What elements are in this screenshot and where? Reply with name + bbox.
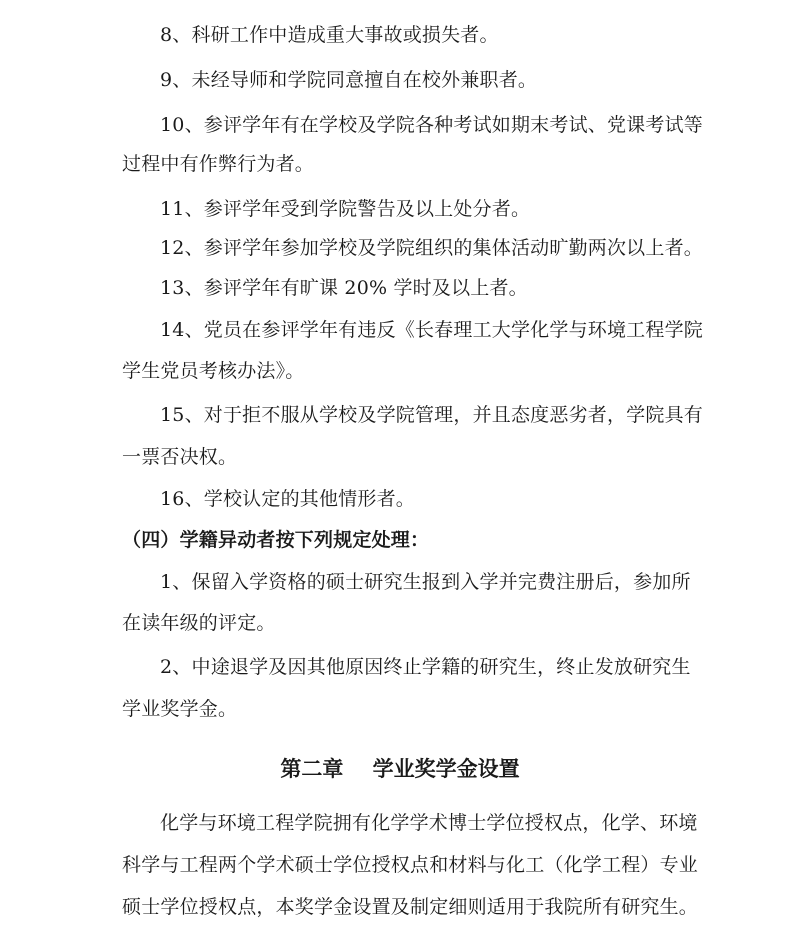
section-4-heading: （四）学籍异动者按下列规定处理：: [122, 529, 430, 551]
item-9: 9、未经导师和学院同意擅自在校外兼职者。: [160, 69, 538, 91]
item-16: 16、学校认定的其他情形者。: [160, 488, 415, 510]
section-4-item-2-line1: 2、中途退学及因其他原因终止学籍的研究生，终止发放研究生: [160, 656, 691, 678]
item-8: 8、科研工作中造成重大事故或损失者。: [160, 24, 499, 46]
section-4-item-2-line2: 学业奖学金。: [122, 698, 238, 720]
chapter-para-line2: 科学与工程两个学术硕士学位授权点和材料与化工（化学工程）专业: [122, 854, 699, 876]
section-4-item-1-line2: 在读年级的评定。: [122, 612, 276, 634]
section-4-item-1-line1: 1、保留入学资格的硕士研究生报到入学并完费注册后，参加所: [160, 571, 691, 593]
item-10-line2: 过程中有作弊行为者。: [122, 153, 315, 175]
item-13: 13、参评学年有旷课 20% 学时及以上者。: [160, 277, 528, 299]
item-15-line1: 15、对于拒不服从学校及学院管理，并且态度恶劣者，学院具有: [160, 404, 703, 426]
item-12: 12、参评学年参加学校及学院组织的集体活动旷勤两次以上者。: [160, 237, 703, 259]
item-11: 11、参评学年受到学院警告及以上处分者。: [160, 198, 531, 220]
item-15-line2: 一票否决权。: [122, 446, 238, 468]
item-14-line2: 学生党员考核办法》。: [122, 360, 305, 382]
chapter-para-line1: 化学与环境工程学院拥有化学学术博士学位授权点，化学、环境: [160, 812, 698, 834]
chapter-title: 第二章 学业奖学金设置: [280, 756, 520, 781]
chapter-para-line3: 硕士学位授权点，本奖学金设置及制定细则适用于我院所有研究生。: [122, 896, 699, 918]
item-14-line1: 14、党员在参评学年有违反《长春理工大学化学与环境工程学院: [160, 319, 703, 341]
item-10-line1: 10、参评学年有在学校及学院各种考试如期末考试、党课考试等: [160, 114, 703, 136]
